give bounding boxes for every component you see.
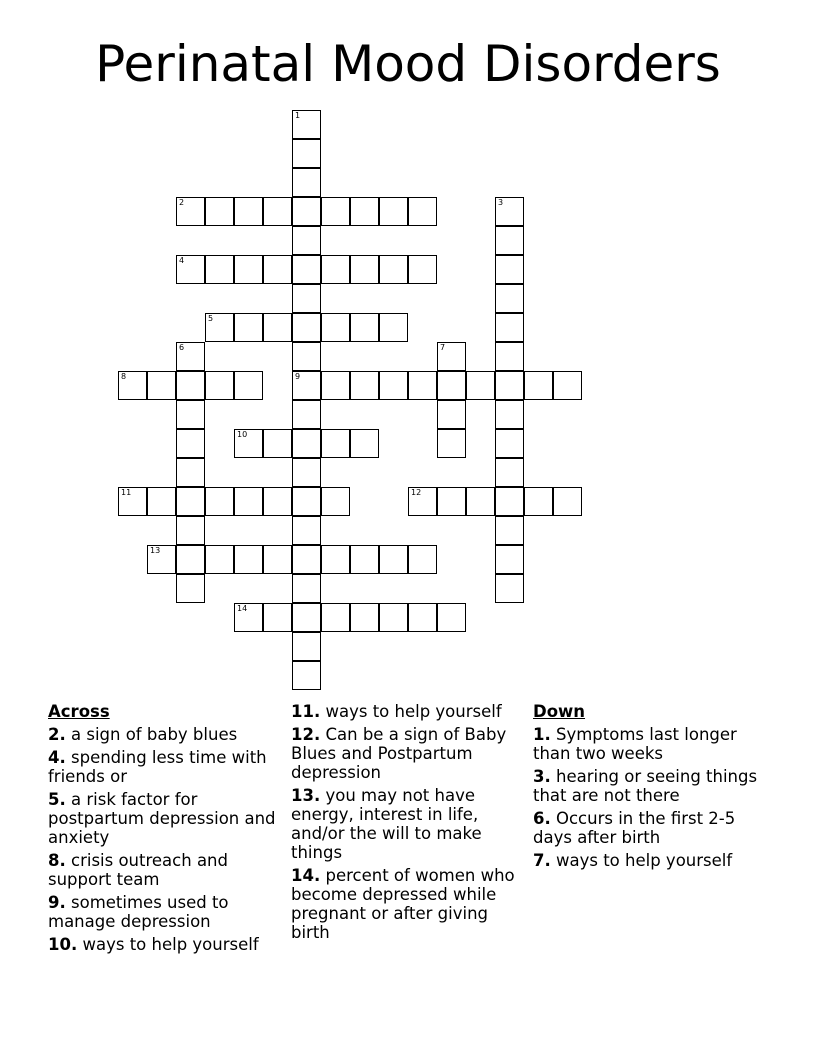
grid-cell[interactable]: [379, 255, 408, 284]
grid-cell[interactable]: [466, 371, 495, 400]
across-clues-column-2: [291, 702, 523, 946]
clue-down-6: 6. Occurs in the first 2-5 days after birth: [533, 809, 736, 847]
grid-cell[interactable]: [495, 429, 524, 458]
grid-cell[interactable]: [176, 400, 205, 429]
grid-cell[interactable]: [234, 313, 263, 342]
grid-cell[interactable]: [292, 603, 321, 632]
grid-cell[interactable]: [466, 487, 495, 516]
grid-cell[interactable]: [321, 255, 350, 284]
down-heading: Down: [533, 702, 586, 721]
grid-cell[interactable]: [263, 429, 292, 458]
grid-cell[interactable]: [205, 545, 234, 574]
grid-cell[interactable]: [495, 574, 524, 603]
grid-cell[interactable]: [118, 371, 147, 400]
grid-cell[interactable]: [350, 429, 379, 458]
grid-cell[interactable]: [176, 429, 205, 458]
grid-cell[interactable]: [379, 371, 408, 400]
grid-cell[interactable]: [118, 487, 147, 516]
cell-number: 6: [179, 343, 185, 352]
grid-cell[interactable]: [495, 226, 524, 255]
grid-cell[interactable]: [292, 197, 321, 226]
grid-cell[interactable]: [524, 371, 553, 400]
grid-cell[interactable]: [234, 429, 263, 458]
grid-cell[interactable]: [292, 400, 321, 429]
grid-cell[interactable]: [292, 545, 321, 574]
grid-cell[interactable]: [379, 603, 408, 632]
grid-cell[interactable]: [437, 371, 466, 400]
grid-cell[interactable]: [205, 255, 234, 284]
grid-cell[interactable]: [176, 197, 205, 226]
clue-across-2: 2. a sign of baby blues: [48, 725, 238, 744]
grid-cell[interactable]: [292, 226, 321, 255]
clue-across-5: 5. a risk factor for postpartum depression and anxiety: [48, 790, 276, 847]
grid-cell[interactable]: [495, 400, 524, 429]
cell-number: 8: [121, 372, 127, 381]
clue-across-10: 10. ways to help yourself: [48, 935, 259, 954]
cell-number: 14: [237, 604, 248, 613]
cell-number: 10: [237, 430, 248, 439]
grid-cell[interactable]: [321, 603, 350, 632]
across-heading: Across: [48, 702, 110, 721]
grid-cell[interactable]: [176, 516, 205, 545]
grid-cell[interactable]: [495, 487, 524, 516]
grid-cell[interactable]: [350, 255, 379, 284]
grid-cell[interactable]: [147, 545, 176, 574]
grid-cell[interactable]: [379, 313, 408, 342]
grid-cell[interactable]: [495, 313, 524, 342]
cell-number: 1: [295, 111, 301, 120]
grid-cell[interactable]: [234, 197, 263, 226]
grid-cell[interactable]: [350, 313, 379, 342]
grid-cell[interactable]: [495, 284, 524, 313]
grid-cell[interactable]: [495, 516, 524, 545]
grid-cell[interactable]: [408, 545, 437, 574]
grid-cell[interactable]: [263, 197, 292, 226]
cell-number: 4: [179, 256, 185, 265]
cell-number: 7: [440, 343, 446, 352]
grid-cell[interactable]: [176, 458, 205, 487]
grid-cell[interactable]: [495, 545, 524, 574]
grid-cell[interactable]: [263, 487, 292, 516]
clue-across-11: 11. ways to help yourself: [291, 702, 502, 721]
grid-cell[interactable]: [292, 255, 321, 284]
clue-across-8: 8. crisis outreach and support team: [48, 851, 228, 889]
clue-down-3: 3. hearing or seeing things that are not there: [533, 767, 758, 805]
cell-number: 9: [295, 372, 301, 381]
grid-cell[interactable]: [350, 545, 379, 574]
across-clues-column-1: [48, 702, 284, 958]
grid-cell[interactable]: [350, 603, 379, 632]
clue-across-4: 4. spending less time with friends or: [48, 748, 267, 786]
grid-cell[interactable]: [147, 487, 176, 516]
grid-cell[interactable]: [234, 487, 263, 516]
down-clues-column: [533, 702, 773, 874]
grid-cell[interactable]: [321, 429, 350, 458]
grid-cell[interactable]: [292, 429, 321, 458]
grid-cell[interactable]: [292, 168, 321, 197]
grid-cell[interactable]: [437, 487, 466, 516]
grid-cell[interactable]: [205, 371, 234, 400]
grid-cell[interactable]: [292, 487, 321, 516]
grid-cell[interactable]: [176, 255, 205, 284]
cell-number: 5: [208, 314, 214, 323]
grid-cell[interactable]: [176, 487, 205, 516]
grid-cell[interactable]: [176, 371, 205, 400]
grid-cell[interactable]: [495, 197, 524, 226]
clue-down-7: 7. ways to help yourself: [533, 851, 733, 870]
grid-cell[interactable]: [205, 487, 234, 516]
grid-cell[interactable]: [234, 545, 263, 574]
clue-across-9: 9. sometimes used to manage depression: [48, 893, 229, 931]
grid-cell[interactable]: [292, 371, 321, 400]
grid-cell[interactable]: [408, 255, 437, 284]
clue-down-1: 1. Symptoms last longer than two weeks: [533, 725, 737, 763]
grid-cell[interactable]: [553, 371, 582, 400]
grid-cell[interactable]: [205, 313, 234, 342]
grid-cell[interactable]: [292, 313, 321, 342]
grid-cell[interactable]: [321, 197, 350, 226]
grid-cell[interactable]: [292, 574, 321, 603]
puzzle-title: Perinatal Mood Disorders: [95, 35, 721, 93]
grid-cell[interactable]: [292, 110, 321, 139]
grid-cell[interactable]: [263, 255, 292, 284]
grid-cell[interactable]: [147, 371, 176, 400]
grid-cell[interactable]: [437, 400, 466, 429]
grid-cell[interactable]: [176, 574, 205, 603]
cell-number: 3: [498, 198, 504, 207]
grid-cell[interactable]: [437, 429, 466, 458]
grid-cell[interactable]: [408, 371, 437, 400]
grid-cell[interactable]: [524, 487, 553, 516]
grid-cell[interactable]: [263, 603, 292, 632]
grid-cell[interactable]: [321, 313, 350, 342]
grid-cell[interactable]: [408, 197, 437, 226]
clue-across-12: 12. Can be a sign of Baby Blues and Postpartum depression: [291, 725, 507, 782]
grid-cell[interactable]: [321, 545, 350, 574]
grid-cell[interactable]: [437, 342, 466, 371]
grid-cell[interactable]: [292, 516, 321, 545]
grid-cell[interactable]: [495, 371, 524, 400]
grid-cell[interactable]: [234, 603, 263, 632]
grid-cell[interactable]: [437, 603, 466, 632]
grid-cell[interactable]: [263, 545, 292, 574]
grid-cell[interactable]: [379, 197, 408, 226]
grid-cell[interactable]: [495, 458, 524, 487]
grid-cell[interactable]: [495, 255, 524, 284]
grid-cell[interactable]: [176, 342, 205, 371]
grid-cell[interactable]: [292, 458, 321, 487]
cell-number: 2: [179, 198, 185, 207]
clue-across-13: 13. you may not have energy, interest in life, and/or the will to make things: [291, 786, 482, 862]
grid-cell[interactable]: [205, 197, 234, 226]
grid-cell[interactable]: [350, 197, 379, 226]
grid-cell[interactable]: [350, 371, 379, 400]
grid-cell[interactable]: [292, 342, 321, 371]
grid-cell[interactable]: [321, 487, 350, 516]
clue-across-14: 14. percent of women who become depressed while pregnant or after giving birth: [291, 866, 515, 942]
grid-cell[interactable]: [234, 255, 263, 284]
grid-cell[interactable]: [408, 487, 437, 516]
grid-cell[interactable]: [176, 545, 205, 574]
grid-cell[interactable]: [292, 632, 321, 661]
grid-cell[interactable]: [234, 371, 263, 400]
grid-cell[interactable]: [292, 139, 321, 168]
cell-number: 13: [150, 546, 161, 555]
cell-number: 12: [411, 488, 422, 497]
grid-cell[interactable]: [495, 342, 524, 371]
grid-cell[interactable]: [292, 661, 321, 690]
grid-cell[interactable]: [292, 284, 321, 313]
grid-cell[interactable]: [321, 371, 350, 400]
grid-cell[interactable]: [553, 487, 582, 516]
cell-number: 11: [121, 488, 132, 497]
grid-cell[interactable]: [408, 603, 437, 632]
grid-cell[interactable]: [263, 313, 292, 342]
grid-cell[interactable]: [379, 545, 408, 574]
